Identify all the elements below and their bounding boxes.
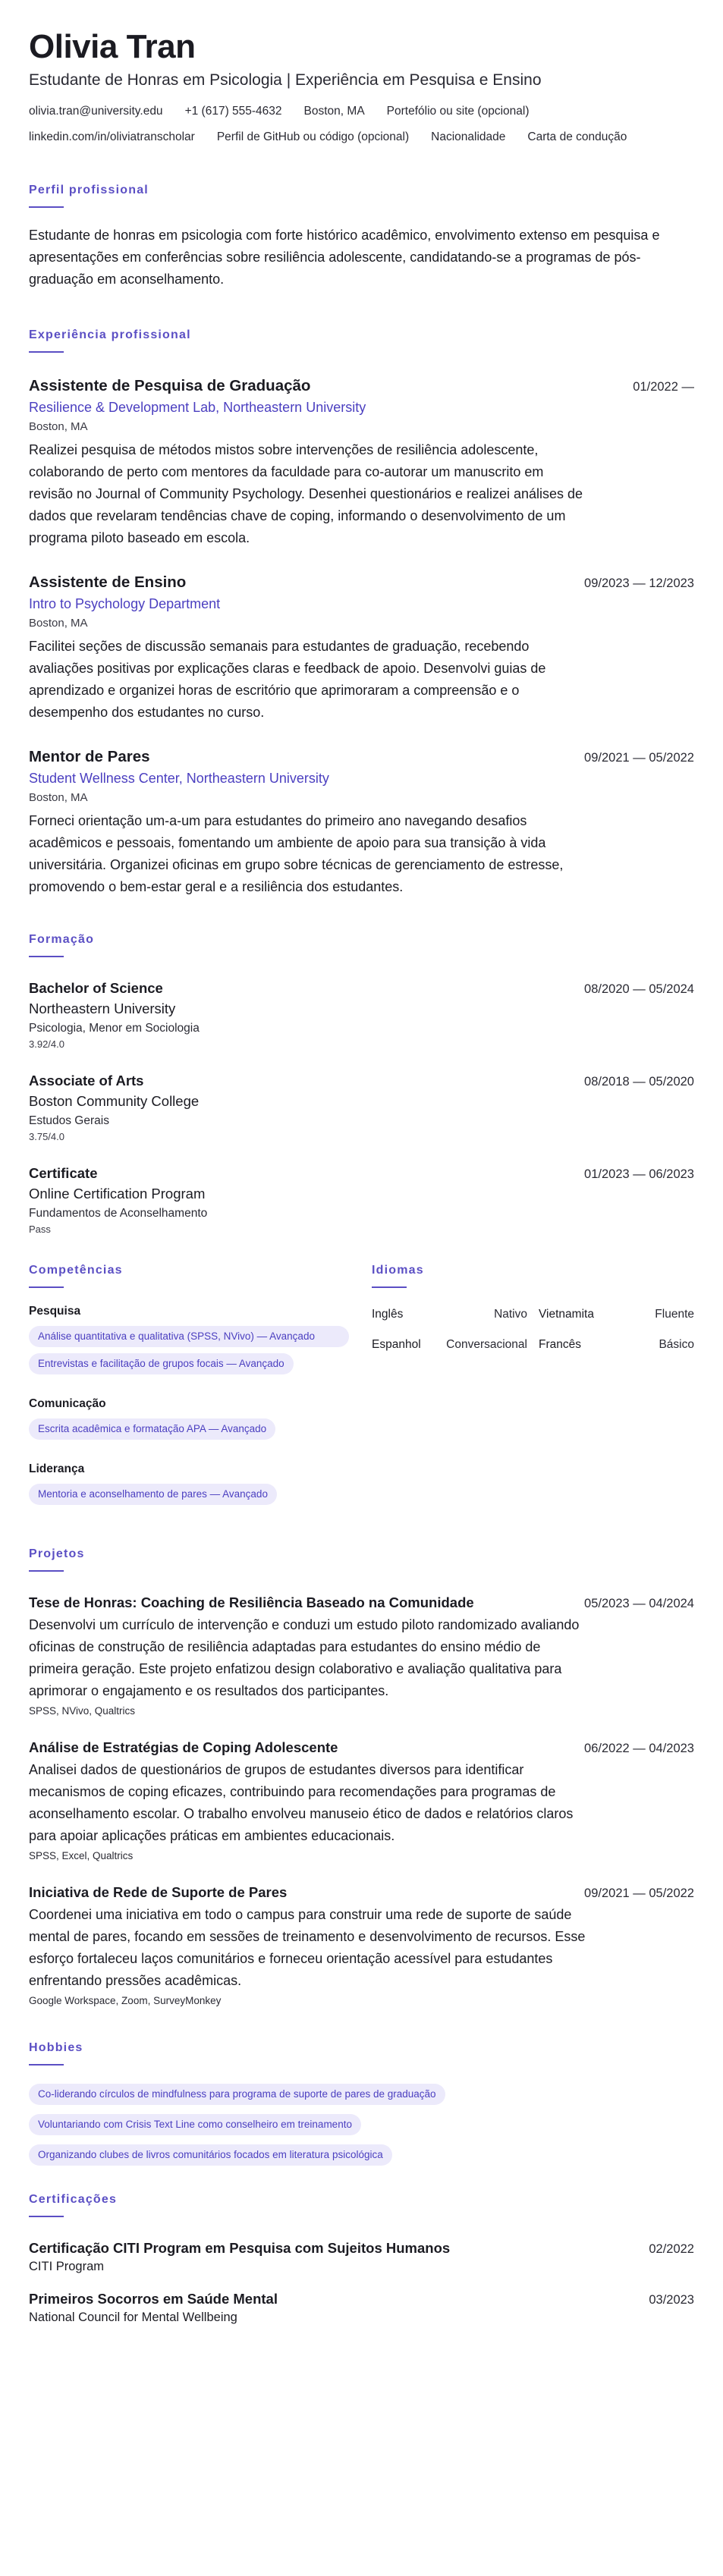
section-divider: [29, 2216, 64, 2217]
job-organization: Intro to Psychology Department: [29, 596, 221, 611]
language-name: Francês: [539, 1338, 581, 1351]
contact-nationality: Nacionalidade: [431, 130, 506, 143]
degree-title: Certificate: [29, 1165, 98, 1181]
job-location: Boston, MA: [29, 617, 88, 630]
certifications-section: [29, 2193, 694, 2325]
project-tools: SPSS, Excel, Qualtrics: [29, 1850, 134, 1861]
certification-title: Primeiros Socorros em Saúde Mental: [29, 2291, 278, 2307]
project-dates: 09/2021 — 05/2022: [584, 1886, 694, 1900]
skill-group: [29, 1462, 372, 1511]
language-level: Conversacional: [446, 1338, 527, 1351]
certification-issuer: National Council for Mental Wellbeing: [29, 2311, 237, 2324]
degree-title: Associate of Arts: [29, 1073, 144, 1089]
skill-group-title: Liderança: [29, 1462, 85, 1475]
grade-score: 3.92/4.0: [29, 1038, 64, 1050]
education-dates: 08/2020 — 05/2024: [584, 982, 694, 996]
profile-section: [29, 184, 694, 291]
section-divider: [29, 956, 64, 957]
school-name: Online Certification Program: [29, 1186, 206, 1202]
section-title: Experiência profissional: [29, 328, 191, 341]
experience-entry: [29, 377, 694, 549]
job-description: Realizei pesquisa de métodos mistos sobre intervenções de resiliência adolescente, colaborando de perto com mentores da faculdade para co-autorar um manuscrito em revisão no Journal of Community Psychology. Desenhei questionários e realizei análises de dados que revelaram tendências chave de coping, informando o desenvolvimento de um programa piloto baseado em escola.: [29, 442, 583, 545]
skill-group: [29, 1305, 372, 1381]
skill-chip: Mentoria e aconselhamento de pares — Avançado: [29, 1484, 277, 1505]
language-level: Fluente: [655, 1308, 694, 1321]
section-divider: [29, 351, 64, 353]
section-title: Projetos: [29, 1547, 85, 1560]
section-divider: [372, 1286, 407, 1288]
skill-group: [29, 1397, 372, 1446]
education-entry: [29, 980, 694, 1050]
project-title: Iniciativa de Rede de Suporte de Pares: [29, 1884, 288, 1900]
skill-group-title: Pesquisa: [29, 1305, 81, 1318]
grade-score: Pass: [29, 1224, 51, 1235]
degree-title: Bachelor of Science: [29, 980, 163, 996]
contact-info: [29, 103, 694, 146]
hobby-chip: Organizando clubes de livros comunitários focados em literatura psicológica: [29, 2144, 392, 2166]
hobby-chip: Voluntariando com Crisis Text Line como conselheiro em treinamento: [29, 2114, 361, 2135]
job-dates: 09/2021 — 05/2022: [584, 751, 694, 765]
field-of-study: Psicologia, Menor em Sociologia: [29, 1022, 200, 1035]
projects-section: [29, 1547, 694, 2006]
contact-email[interactable]: olivia.tran@university.edu: [29, 105, 163, 118]
job-title: Mentor de Pares: [29, 748, 150, 765]
field-of-study: Fundamentos de Aconselhamento: [29, 1207, 208, 1220]
language-item: [372, 1338, 527, 1352]
contact-linkedin[interactable]: linkedin.com/in/oliviatranscholar: [29, 130, 195, 143]
project-dates: 05/2023 — 04/2024: [584, 1597, 694, 1610]
certification-date: 02/2022: [649, 2242, 694, 2256]
job-description: Forneci orientação um-a-um para estudantes do primeiro ano navegando desafios acadêmicos e pessoais, fomentando um ambiente de apoio para sua transição à vida universitária. Organizei oficinas em grupo sobre técnicas de gerenciamento de estresse, promovendo o bem-estar geral e a resiliência dos estudantes.: [29, 813, 564, 894]
project-entry: [29, 1739, 694, 1861]
project-description: Analisei dados de questionários de grupos de estudantes diversos para identificar mecanismos de coping eficazes, contribuindo para recomendações para programas de aconselhamento escolar. O trabalho envolveu manuseio ético de dados e relatórios claros para apoiar aplicações práticas em ambientes educacionais.: [29, 1762, 574, 1843]
job-organization: Student Wellness Center, Northeastern University: [29, 771, 329, 786]
language-row: [372, 1338, 694, 1352]
job-dates: 01/2022 —: [633, 380, 694, 394]
certification-title: Certificação CITI Program em Pesquisa com Sujeitos Humanos: [29, 2240, 451, 2256]
experience-entry: [29, 748, 694, 898]
language-level: Nativo: [494, 1308, 527, 1321]
section-divider: [29, 1286, 64, 1288]
project-tools: SPSS, NVivo, Qualtrics: [29, 1705, 136, 1717]
skill-chip: Análise quantitativa e qualitativa (SPSS, NVivo) — Avançado: [29, 1326, 349, 1347]
language-item: [539, 1308, 694, 1321]
experience-entry: [29, 573, 694, 724]
language-level: Básico: [659, 1338, 694, 1351]
certification-entry: [29, 2291, 694, 2325]
language-name: Inglês: [372, 1308, 404, 1321]
education-dates: 01/2023 — 06/2023: [584, 1167, 694, 1181]
project-description: Coordenei uma iniciativa em todo o campus para construir uma rede de suporte de saúde mental de pares, focando em sessões de treinamento e desenvolvimento de recursos. Esse esforço fortaleceu laços comunitários e forneceu orientação acessível para estudantes enfrentando pressões acadêmicas.: [29, 1907, 586, 1988]
contact-portfolio[interactable]: Portefólio ou site (opcional): [386, 105, 530, 118]
language-item: [372, 1308, 527, 1321]
section-title: Certificações: [29, 2193, 118, 2206]
job-title: Assistente de Ensino: [29, 573, 187, 591]
education-dates: 08/2018 — 05/2020: [584, 1075, 694, 1089]
section-divider: [29, 2064, 64, 2066]
job-description: Facilitei seções de discussão semanais para estudantes de graduação, recebendo avaliações positivas por explicações claras e feedback de apoio. Desenvolvi guias de aprendizado e organizei horas de escritório que aprimoraram a compreensão e o desempenho dos estudantes no curso.: [29, 639, 546, 720]
project-title: Tese de Honras: Coaching de Resiliência Baseado na Comunidade: [29, 1594, 474, 1610]
project-title: Análise de Estratégias de Coping Adolescente: [29, 1739, 338, 1755]
project-description: Desenvolvi um currículo de intervenção e conduzi um estudo piloto randomizado avaliando oficinas de construção de resiliência adaptadas para estudantes do ensino médio de primeira geração. Este projeto enfatizou design colaborativo e avaliação qualitativa para aprimorar o engajamento e os resultados dos participantes.: [29, 1617, 580, 1698]
language-name: Espanhol: [372, 1338, 421, 1351]
certification-entry: [29, 2240, 694, 2274]
language-item: [539, 1338, 694, 1352]
education-entry: [29, 1165, 694, 1235]
experience-section: [29, 328, 694, 898]
candidate-name: Olivia Tran: [29, 28, 196, 65]
skill-chip: Escrita acadêmica e formatação APA — Avançado: [29, 1418, 275, 1440]
job-dates: 09/2023 — 12/2023: [584, 576, 694, 590]
language-name: Vietnamita: [539, 1308, 594, 1321]
contact-phone: +1 (617) 555-4632: [184, 105, 282, 118]
section-title: Formação: [29, 933, 95, 946]
resume-header: [29, 27, 694, 146]
profile-summary: Estudante de honras em psicologia com forte histórico acadêmico, envolvimento extenso em pesquisa e apresentações em conferências sobre resiliência adolescente, candidatando-se a programas de pós-graduação em aconselhamento.: [29, 228, 660, 287]
section-divider: [29, 206, 64, 208]
hobby-chip: Co-liderando círculos de mindfulness para programa de suporte de pares de graduação: [29, 2084, 445, 2105]
candidate-headline: Estudante de Honras em Psicologia | Experiência em Pesquisa e Ensino: [29, 71, 542, 89]
job-location: Boston, MA: [29, 791, 88, 804]
section-title: Idiomas: [372, 1264, 424, 1277]
school-name: Boston Community College: [29, 1093, 200, 1109]
project-entry: [29, 1884, 694, 2006]
field-of-study: Estudos Gerais: [29, 1114, 109, 1127]
contact-license: Carta de condução: [527, 130, 627, 143]
job-organization: Resilience & Development Lab, Northeastern University: [29, 400, 366, 415]
skills-languages-row: [29, 1264, 694, 1511]
education-section: [29, 933, 694, 1235]
grade-score: 3.75/4.0: [29, 1131, 64, 1142]
language-row: [372, 1308, 694, 1321]
contact-github[interactable]: Perfil de GitHub ou código (opcional): [216, 130, 410, 143]
project-tools: Google Workspace, Zoom, SurveyMonkey: [29, 1995, 222, 2006]
certification-issuer: CITI Program: [29, 2260, 105, 2273]
section-title: Competências: [29, 1264, 123, 1277]
section-title: Hobbies: [29, 2041, 83, 2054]
job-title: Assistente de Pesquisa de Graduação: [29, 377, 311, 394]
languages-section: [372, 1264, 694, 1511]
section-title: Perfil profissional: [29, 184, 149, 196]
skill-chip: Entrevistas e facilitação de grupos focais — Avançado: [29, 1353, 294, 1374]
section-divider: [29, 1570, 64, 1572]
education-entry: [29, 1073, 694, 1142]
project-entry: [29, 1594, 694, 1717]
skill-group-title: Comunicação: [29, 1397, 106, 1410]
project-dates: 06/2022 — 04/2023: [584, 1742, 694, 1755]
contact-location: Boston, MA: [303, 105, 365, 118]
school-name: Northeastern University: [29, 1001, 176, 1016]
hobbies-list: [29, 2084, 694, 2166]
hobbies-section: [29, 2041, 694, 2166]
skills-section: [29, 1264, 372, 1511]
job-location: Boston, MA: [29, 420, 88, 433]
certification-date: 03/2023: [649, 2293, 694, 2307]
